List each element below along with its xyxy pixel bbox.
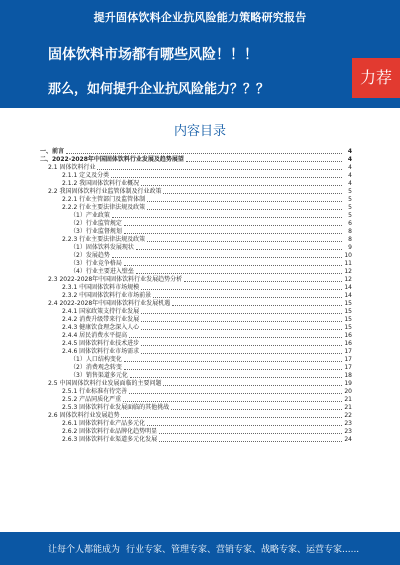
toc-entry-label: 2.4.1 国家政策支持行业发展 [62,308,140,315]
toc-entry-page: 8 [348,228,352,235]
toc-leader-dots [141,329,342,330]
toc-entry-page: 15 [344,300,352,307]
toc-leader-dots [124,369,342,370]
toc-entry[interactable] [40,244,352,252]
table-of-contents [40,148,352,444]
toc-entry-label: （3）行业监督规划 [70,228,122,235]
toc-entry-label: 一、前言 [40,148,65,155]
toc-entry-page: 4 [348,180,352,187]
toc-entry-label: 2.1 固体饮料行业 [48,164,96,171]
toc-entry-page: 4 [348,172,352,179]
toc-leader-dots [136,249,342,250]
toc-entry[interactable] [40,228,352,236]
toc-entry-label: 2.6 固体饮料行业发展趋势 [48,412,120,419]
toc-entry[interactable] [40,292,352,300]
toc-entry-page: 9 [348,244,352,251]
toc-leader-dots [66,153,342,154]
toc-entry-label: 2.3 2022-2028年中国固体饮料行业发展趋势分析 [48,276,183,283]
toc-entry[interactable] [40,156,352,164]
toc-entry-label: 2.3.2 中国固体饮料行业市场前景 [62,292,152,299]
toc-entry[interactable] [40,420,352,428]
toc-entry-label: 2.6.1 固体饮料行业产品多元化 [62,420,146,427]
toc-leader-dots [153,297,342,298]
toc-entry[interactable] [40,356,352,364]
toc-entry[interactable] [40,316,352,324]
toc-entry-label: 2.4 2022-2028年中国固体饮料行业发展机遇 [48,300,171,307]
toc-entry-page: 24 [344,436,352,443]
toc-entry-page: 15 [344,316,352,323]
report-header-bar [0,0,400,36]
toc-entry-page: 14 [344,284,352,291]
toc-leader-dots [124,361,342,362]
toc-entry-page: 10 [344,252,352,259]
toc-entry-label: 2.6.2 固体饮料行业品牌化趋势明显 [62,428,158,435]
toc-entry-label: 二、2022-2028年中国固体饮料行业发展及趋势展望 [40,156,184,163]
toc-leader-dots [129,337,342,338]
toc-leader-dots [136,273,342,274]
toc-entry[interactable] [40,236,352,244]
toc-entry[interactable] [40,300,352,308]
toc-leader-dots [112,257,342,258]
toc-entry-label: （1）人口结构变化 [70,356,122,363]
toc-leader-dots [159,433,342,434]
toc-entry[interactable] [40,220,352,228]
toc-entry[interactable] [40,164,352,172]
toc-entry[interactable] [40,212,352,220]
toc-entry-page: 12 [344,268,352,275]
toc-entry-label: 2.4.2 消费升级带来行业发展 [62,316,140,323]
toc-entry-label: （3）行业竞争格局 [70,260,122,267]
toc-leader-dots [163,385,342,386]
toc-entry-page: 15 [344,308,352,315]
toc-entry-page: 23 [344,420,352,427]
toc-entry[interactable] [40,332,352,340]
toc-entry-page: 8 [348,236,352,243]
toc-entry-label: 2.2.2 行业主要法律法规及政策 [62,204,146,211]
toc-entry-page: 19 [344,380,352,387]
toc-leader-dots [141,321,342,322]
toc-entry-label: （2）消费观念转变 [70,364,122,371]
toc-entry-label: 2.1.2 我国固体饮料行业概况 [62,180,140,187]
toc-leader-dots [141,353,342,354]
toc-entry-page: 18 [344,372,352,379]
toc-entry[interactable] [40,380,352,388]
toc-entry[interactable] [40,348,352,356]
toc-entry-page: 4 [347,148,352,155]
toc-leader-dots [111,177,342,178]
toc-entry-page: 4 [348,164,352,171]
toc-entry[interactable] [40,284,352,292]
toc-entry-page: 5 [348,212,352,219]
toc-leader-dots [141,289,342,290]
toc-entry-page: 12 [344,276,352,283]
toc-entry-page: 5 [348,196,352,203]
toc-leader-dots [121,417,342,418]
toc-entry-page: 17 [344,348,352,355]
toc-entry[interactable] [40,404,352,412]
toc-leader-dots [97,169,342,170]
toc-entry-label: （3）销售渠道多元化 [70,372,128,379]
toc-entry-label: 2.5 中国固体饮料行业发展面临的主要问题 [48,380,162,387]
toc-entry[interactable] [40,340,352,348]
toc-entry-label: （1）产业政策 [70,212,110,219]
toc-entry-page: 21 [344,396,352,403]
toc-entry[interactable] [40,148,352,156]
toc-entry-label: （4）行业主要进入壁垒 [70,268,134,275]
toc-entry-label: 2.2.3 行业主要法律法规及政策 [62,236,146,243]
toc-entry[interactable] [40,172,352,180]
toc-entry[interactable] [40,396,352,404]
toc-entry[interactable] [40,412,352,420]
toc-leader-dots [147,425,342,426]
hero-line-2: 那么，如何提升企业抗风险能力？？？ [48,82,270,97]
toc-entry[interactable] [40,252,352,260]
toc-entry[interactable] [40,372,352,380]
toc-entry-page: 5 [348,204,352,211]
toc-leader-dots [147,241,342,242]
toc-entry-page: 22 [344,412,352,419]
toc-entry-label: 2.5.2 产品同质化严重 [62,396,122,403]
toc-entry-page: 21 [344,404,352,411]
toc-entry[interactable] [40,260,352,268]
toc-entry-page: 17 [344,364,352,371]
footer-bar [0,532,400,565]
toc-leader-dots [123,401,342,402]
toc-entry-label: 2.6.3 固体饮料行业渠道多元化发展 [62,436,158,443]
toc-heading: 内容目录 [173,124,226,139]
toc-entry-page: 23 [344,428,352,435]
toc-entry[interactable] [40,428,352,436]
toc-leader-dots [163,193,342,194]
toc-entry[interactable] [40,196,352,204]
toc-entry[interactable] [40,180,352,188]
toc-entry-page: 17 [344,356,352,363]
toc-entry[interactable] [40,436,352,444]
toc-leader-dots [141,345,342,346]
toc-leader-dots [171,409,342,410]
toc-entry-label: （2）发展趋势 [70,252,110,259]
toc-entry[interactable] [40,276,352,284]
hero-banner [0,36,400,108]
toc-leader-dots [129,393,342,394]
recommend-badge: 力荐 [352,58,400,98]
toc-leader-dots [147,201,342,202]
report-title: 提升固体饮料企业抗风险能力策略研究报告 [93,11,307,24]
toc-entry-page: 14 [344,292,352,299]
toc-leader-dots [124,233,342,234]
toc-entry[interactable] [40,388,352,396]
toc-leader-dots [112,217,342,218]
toc-leader-dots [124,225,342,226]
footer-slogan-right: 行业专家、管理专家、营销专家、战略专家、运营专家...... [126,545,360,555]
toc-entry-label: 2.5.3 固体饮料行业发展面临的其他挑战 [62,404,170,411]
hero-line-1: 固体饮料市场都有哪些风险！！！ [48,47,258,63]
toc-entry-page: 20 [344,388,352,395]
toc-entry-page: 6 [348,220,352,227]
toc-entry[interactable] [40,188,352,196]
toc-leader-dots [141,185,342,186]
toc-leader-dots [172,305,342,306]
toc-entry-label: （2）行业监管规定 [70,220,122,227]
toc-entry-page: 15 [344,324,352,331]
toc-entry-label: （1）固体饮料发展现状 [70,244,134,251]
toc-entry-label: 2.4.5 固体饮料行业技术进步 [62,340,140,347]
toc-entry-label: 2.3.1 中国固体饮料市场规模 [62,284,140,291]
toc-entry[interactable] [40,204,352,212]
toc-leader-dots [184,281,342,282]
toc-entry-label: 2.2.1 行业主管部门及监管体制 [62,196,146,203]
toc-entry-page: 5 [348,188,352,195]
toc-entry-page: 11 [344,260,352,267]
toc-entry-page: 4 [347,156,352,163]
toc-entry[interactable] [40,268,352,276]
toc-entry[interactable] [40,308,352,316]
toc-entry-label: 2.4.4 居民消费水平提高 [62,332,128,339]
toc-entry-page: 16 [344,332,352,339]
toc-leader-dots [159,441,342,442]
toc-leader-dots [186,161,342,162]
toc-leader-dots [141,313,342,314]
toc-entry-page: 16 [344,340,352,347]
toc-entry-label: 2.1.1 定义及分类 [62,172,110,179]
toc-entry[interactable] [40,324,352,332]
toc-entry[interactable] [40,364,352,372]
toc-entry-label: 2.4.6 固体饮料行业市场需求 [62,348,140,355]
footer-slogan-left: 让每个人都能成为 [48,545,121,555]
toc-entry-label: 2.5.1 行业标准有待完善 [62,388,128,395]
toc-leader-dots [147,209,342,210]
toc-leader-dots [124,265,342,266]
toc-entry-label: 2.2 我国固体饮料行业监管体制及行业政策 [48,188,162,195]
toc-leader-dots [130,377,342,378]
toc-entry-label: 2.4.3 健康饮食理念深入人心 [62,324,140,331]
